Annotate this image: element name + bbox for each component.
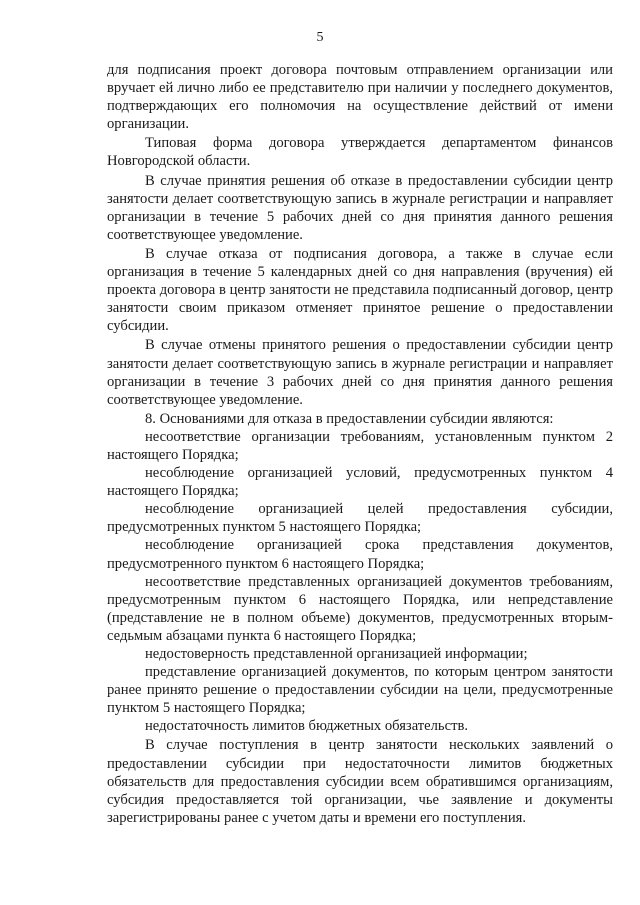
paragraph-contract-signing-refusal: В случае отказа от подписания договора, а также в случае если организация в течение 5 календарных дней со дня направления (вручения) ей проекта договора в центр занятости не представила подписанный договор, центр занятости своим приказом отменяет принятое решение о предоставлении субсидии. xyxy=(107,245,613,335)
refusal-ground-item: несоблюдение организацией целей предоставления субсидии, предусмотренных пунктом 5 настоящего Порядка; xyxy=(107,501,613,536)
refusal-ground-item: несоблюдение организацией условий, предусмотренных пунктом 4 настоящего Порядка; xyxy=(107,465,613,500)
paragraph-decision-cancellation: В случае отмены принятого решения о предоставлении субсидии центр занятости делает соответствующую запись в журнале регистрации и направляет организации в течение 3 рабочих дней со дня принятия данного решения соответствующее уведомление. xyxy=(107,337,613,408)
refusal-ground-item: недостаточность лимитов бюджетных обязательств. xyxy=(145,718,468,735)
paragraph-multiple-applications: В случае поступления в центр занятости нескольких заявлений о предоставлении субсидии при недостаточности лимитов бюджетных обязательств для предоставления субсидии всем обратившимся организациям, субсидия предоставляется той организации, чье заявление и документы зарегистрированы ранее с учетом даты и времени его поступления. xyxy=(107,737,613,826)
refusal-ground-item: несоответствие организации требованиям, установленным пунктом 2 настоящего Порядка; xyxy=(107,428,613,463)
refusal-ground-item: несоблюдение организацией срока представления документов, предусмотренного пунктом 6 настоящего Порядка; xyxy=(107,537,613,572)
refusal-ground-item: представление организацией документов, по которым центром занятости ранее принято решение о предоставлении субсидии на цели, предусмотренные пунктом 5 настоящего Порядка; xyxy=(107,664,613,717)
paragraph-contract-form: Типовая форма договора утверждается департаментом финансов Новгородской области. xyxy=(107,135,613,170)
paragraph-refusal-decision: В случае принятия решения об отказе в предоставлении субсидии центр занятости делает соответствующую запись в журнале регистрации и направляет организации в течение 5 рабочих дней со дня принятия данного решения соответствующее уведомление. xyxy=(107,172,613,243)
paragraph-contract-delivery: для подписания проект договора почтовым отправлением организации или вручает ей лично либо ее представителю при наличии у последнего документов, подтверждающих его полномочия на осуществление действий от имени организации. xyxy=(107,62,613,133)
page-number: 5 xyxy=(316,30,324,45)
refusal-ground-item: несоответствие представленных организацией документов требованиям, предусмотренным пунктом 6 настоящего Порядка, или непредставление (представление не в полном объеме) документов, предусмотренных вторым-седьмым абзацами пункта 6 настоящего Порядка; xyxy=(107,573,613,644)
refusal-ground-item: недостоверность представленной организацией информации; xyxy=(145,646,528,662)
paragraph-refusal-grounds-heading: 8. Основаниями для отказа в предоставлении субсидии являются: xyxy=(145,410,554,427)
document-body xyxy=(107,61,613,828)
